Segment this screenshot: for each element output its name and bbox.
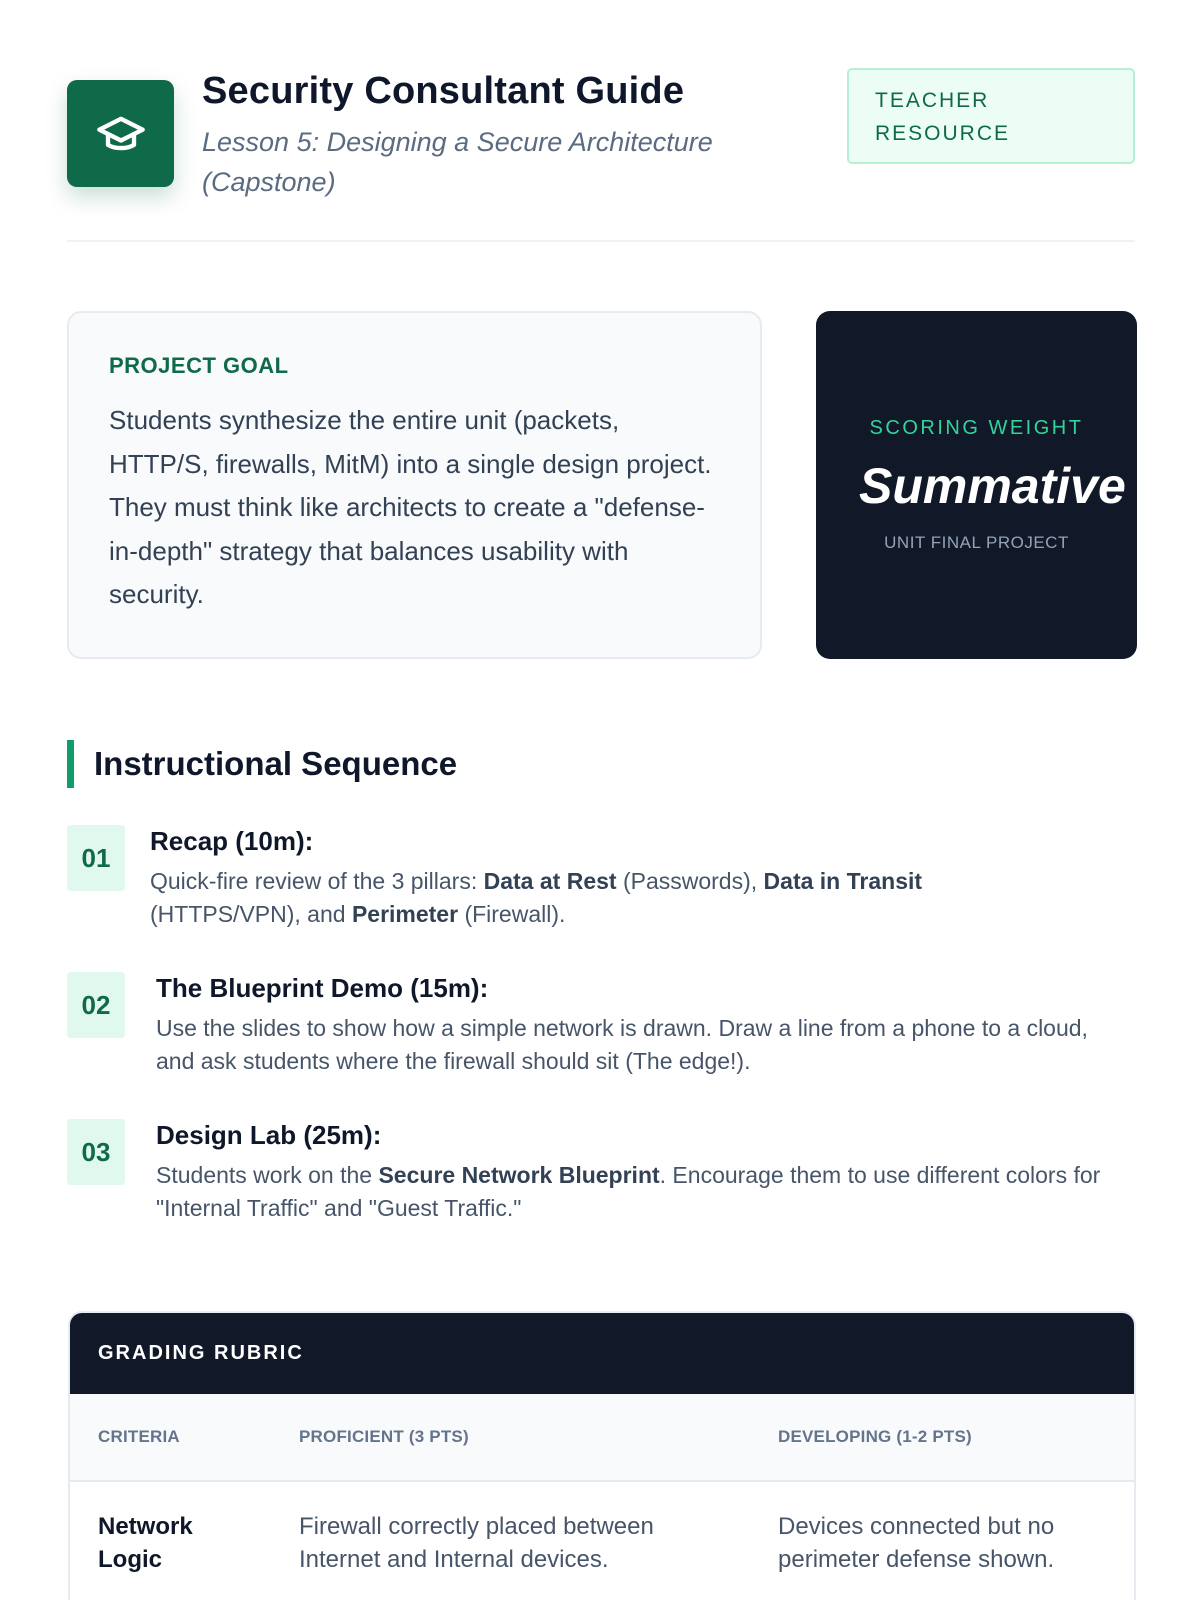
rubric-heading: GRADING RUBRIC	[70, 1313, 1134, 1394]
rubric-column-headers	[70, 1394, 1134, 1482]
step-description: Use the slides to show how a simple network is drawn. Draw a line from a phone to a cloud, and ask students where the firewall should sit (The edge!).	[156, 1015, 1088, 1074]
project-goal-text: Students synthesize the entire unit (packets, HTTP/S, firewalls, MitM) into a single design project. They must think like architects to create a "defense-in-depth" strategy that balances usability with security.	[109, 405, 712, 609]
sequence-step	[67, 825, 1142, 935]
step-number: 01	[67, 825, 125, 891]
step-text: (Passwords),	[616, 868, 764, 894]
section-heading: Instructional Sequence	[67, 740, 457, 788]
scoring-weight-value: Summative	[859, 458, 1126, 514]
criteria-cell: Network Logic	[98, 1513, 193, 1573]
step-text: (Firewall).	[458, 901, 566, 927]
page-title: Security Consultant Guide	[202, 70, 685, 112]
step-description	[156, 1159, 1141, 1225]
sequence-step	[67, 1119, 1142, 1229]
column-header-proficient: PROFICIENT (3 PTS)	[299, 1427, 469, 1446]
step-emphasis: Data at Rest	[483, 868, 617, 894]
page-subtitle: Lesson 5: Designing a Secure Architecture (Capstone)	[202, 127, 713, 197]
page-header	[67, 62, 1135, 242]
project-goal-label: PROJECT GOAL	[109, 353, 289, 378]
scoring-weight-card	[816, 311, 1137, 659]
step-title: Recap (10m):	[150, 826, 314, 856]
project-goal-card	[67, 311, 762, 659]
step-emphasis: Perimeter	[351, 901, 459, 927]
logo	[67, 80, 174, 187]
step-title: Design Lab (25m):	[156, 1120, 382, 1150]
column-header-criteria: CRITERIA	[98, 1427, 180, 1446]
table-row	[70, 1482, 1134, 1600]
scoring-weight-subtitle: UNIT FINAL PROJECT	[884, 533, 1069, 552]
sequence-step	[67, 972, 1142, 1082]
step-text: Students work on the	[156, 1162, 379, 1188]
step-text: . Encourage them to use different colors for "Internal Traffic" and "Guest Traffic."	[156, 1162, 1101, 1221]
step-emphasis: Secure Network Blueprint	[378, 1162, 660, 1188]
developing-cell: Devices connected but no perimeter defense shown.	[778, 1513, 1055, 1573]
step-number: 03	[67, 1119, 125, 1185]
column-header-developing: DEVELOPING (1-2 PTS)	[778, 1427, 972, 1446]
scoring-weight-label: SCORING WEIGHT	[869, 417, 1084, 439]
graduation-cap-icon	[95, 108, 147, 160]
step-number: 02	[67, 972, 125, 1038]
step-text: (HTTPS/VPN), and	[150, 901, 352, 927]
proficient-cell: Firewall correctly placed between Internet and Internal devices.	[299, 1513, 654, 1573]
step-text: Quick-fire review of the 3 pillars:	[150, 868, 484, 894]
step-emphasis: Data in Transit	[763, 868, 923, 894]
badge-line-1: TEACHER	[875, 89, 990, 112]
step-description	[150, 865, 1010, 931]
teacher-resource-badge	[847, 68, 1135, 164]
badge-line-2: RESOURCE	[875, 122, 1011, 145]
grading-rubric-table	[68, 1311, 1136, 1600]
step-title: The Blueprint Demo (15m):	[156, 973, 489, 1003]
